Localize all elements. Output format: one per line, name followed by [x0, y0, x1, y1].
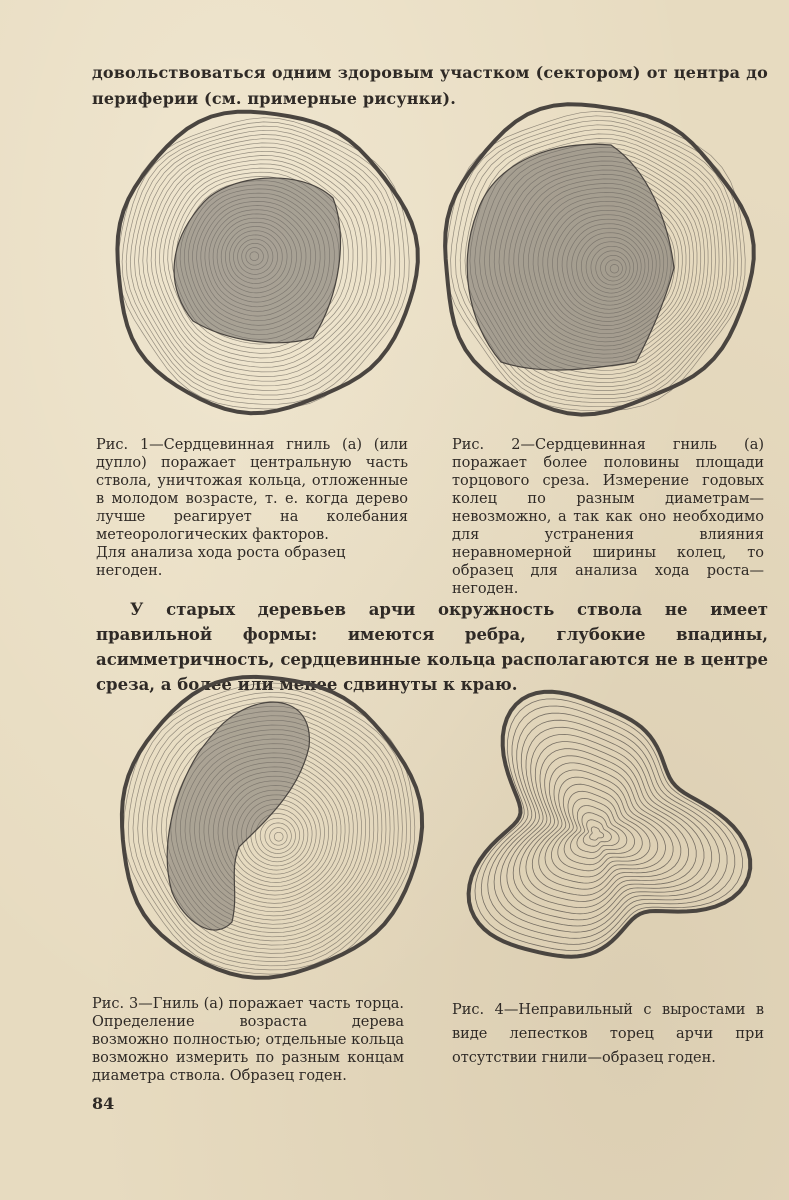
figure-3-caption	[92, 995, 404, 1085]
figure-2-caption	[452, 436, 764, 598]
bark-outline	[469, 692, 751, 957]
growth-ring	[545, 777, 658, 883]
figure-1-heart-rot	[174, 178, 340, 343]
growth-ring	[270, 828, 288, 846]
figure-3-caption-main: Рис. 3—Гниль (а) поражает часть торца. Определение возраста дерева возможно полностью; отдельные кольца возможно измерить по разным концам диаметра ствола. Образец годен.	[92, 996, 404, 1084]
figure-4-caption	[452, 998, 764, 1070]
middle-paragraph: У старых деревьев арчи окружность ствола не имеет правильной формы: имеются ребра, глубокие впадины, асимметричность, сердцевинные кольца располагаются не в центре среза, а более или менее сдвинуты к краю.	[96, 599, 768, 694]
growth-ring	[571, 806, 627, 859]
figure-1-caption	[96, 436, 408, 580]
figure-1-caption-tail: Для анализа хода роста образец негоден.	[96, 545, 346, 579]
figure-1-tree-cross-section	[108, 106, 420, 418]
figure-3-tree-cross-section	[114, 672, 424, 982]
growth-ring	[583, 820, 611, 847]
growth-ring	[590, 827, 604, 840]
figure-4-lobed-cross-section	[446, 664, 750, 988]
figure-1-caption-main: Рис. 1—Сердцевинная гниль (а) (или дупло) поражает центральную часть ствола, уничтожая кольца, отложенные в молодом возрасте, т. е. когда дерево лучше реагирует на колебания метеорологических факторов.	[96, 437, 408, 543]
figure-2-caption-main: Рис. 2—Сердцевинная гниль (а) поражает более половины площади торцового среза. Измерение годовых колец по разным диаметрам—невозможно, а так как оно необходимо для устранения влияния неравномерной ширины колец, то образец для анализа хода роста—негоден.	[452, 437, 764, 597]
growth-ring	[274, 832, 283, 841]
figure-4-caption-main: Рис. 4—Неправильный с выростами в виде лепестков торец арчи при отсутствии гнили—образец годен.	[452, 1002, 764, 1066]
growth-ring	[551, 784, 650, 877]
growth-ring	[577, 813, 619, 853]
page-number: 84	[92, 1094, 115, 1113]
figure-2-heart-rot	[467, 144, 674, 370]
figure-2-tree-cross-section	[436, 100, 754, 418]
figure-4-rings	[469, 692, 751, 957]
growth-ring	[260, 818, 295, 853]
intro-paragraph: довольствоваться одним здоровым участком (сектором) от центра до периферии (см. примерные рисунки).	[92, 63, 768, 108]
